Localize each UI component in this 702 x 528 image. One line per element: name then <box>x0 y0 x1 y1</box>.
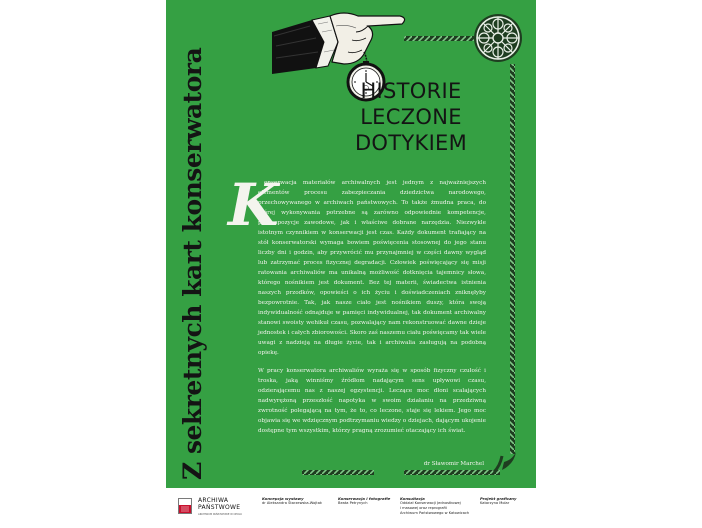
credit-heading: Projekt graficzny <box>480 496 517 501</box>
poster <box>166 0 536 488</box>
paragraph: W pracy konserwatora archiwaliów wyraża się w sposób fizyczny czułość i troska, jaką winniśmy źródłom nadającym sens upływowi czasu, odzierającemu nas z naszej egzystencji. Leczące moc dłoni scalających nadwyrężoną przeszłość napotyka w swoim działaniu na przedziwną zwrotność polegającą na tym, że to, co leczone, staje się lekiem. Jego moc objawia się we wdzięcznym podtrzymaniu wiedzy o dziejach, dającym ukojenie dostępne tym wszystkim, którzy pragną zrozumieć otaczający ich świat. <box>258 368 486 434</box>
credit-block <box>480 496 516 506</box>
logo-subtitle: ARCHIWUM PAŃSTWOWE W OPOLU <box>198 513 243 516</box>
title-line: DOTYKIEM <box>354 131 468 155</box>
signature: dr Sławomir Marchel <box>423 461 484 467</box>
vertical-title: Z sekretnych kart konserwatora <box>178 47 207 480</box>
paragraph: onserwacja materiałów archiwalnych jest jednym z najważniejszych elementów procesu zabezpieczania dziedzictwa narodowego, przechowywanego w archiwach państwowych. To także żmudna praca, do której wykonywania potrzebne są zarówno odpowiednie kompetencje, predyspozycje zawodowe, jak i właściwe dobrane narzędzia. Niezwykle istotnym czynnikiem w konserwacji jest czas. Każdy dokument trafiający na stół konserwatorski wymaga bowiem poświęcenia stosownej do jego stanu liczby dni i godzin, aby przywrócić mu przynajmniej w części dawny wygląd lub zatrzymać proces fizycznej degradacji. Człowiek poświęcający się misji ratowania archiwaliów ma unikalną możliwość dotknięcia tajemnicy słowa, którego nośnikiem jest dokument. Bez tej materii, świadectwa istnienia naszych przodków, opowieści o ich życiu i doświadczeniach zniknęłyby bezpowrotnie. Tak, jak nasze ciało jest nośnikiem duszy, która swoją indywidualność odnajduje w pamięci indywidualnej, tak dokument archiwalny stanowi swoisty wehikuł czasu, pozwalający nam rekonstruować dawne dzieje jednostek i całych zbiorowości. Skoro zaś naszemu ciału poświęcamy tak wiele uwagi z nadzieją na długie życie, tak i archiwalia zasługują na podobną opiekę. <box>258 180 486 356</box>
body-text <box>258 178 486 444</box>
credit-block <box>262 496 322 506</box>
archiwa-logo-icon <box>178 498 192 514</box>
rosette-icon <box>472 12 524 64</box>
credit-value: i masowej oraz reprografii <box>400 505 447 510</box>
credit-block <box>400 496 469 515</box>
credit-value: dr Aleksandra Starzewska-Wojtak <box>262 501 322 505</box>
dropcap-initial: K <box>228 171 279 239</box>
title-line: LECZONE <box>360 105 462 129</box>
credit-heading: Koncepcja wystawy <box>262 496 304 501</box>
credit-value: Katarzyna Molar <box>480 501 510 505</box>
credit-value: Oddział Konserwacji Jednostkowej <box>400 501 461 505</box>
credit-value: Archiwum Państwowego w Katowicach <box>400 510 470 515</box>
title-line: HISTORIE <box>360 79 462 103</box>
credit-heading: Konserwacja i fotografie <box>338 496 391 501</box>
main-title <box>336 78 486 156</box>
credit-block <box>338 496 390 506</box>
credit-value: Beata Petrynych <box>338 501 368 505</box>
logo-name: ARCHIWA PAŃSTWOWE <box>198 497 241 511</box>
credit-heading: Konsultacja <box>400 496 425 501</box>
footer <box>166 488 536 528</box>
